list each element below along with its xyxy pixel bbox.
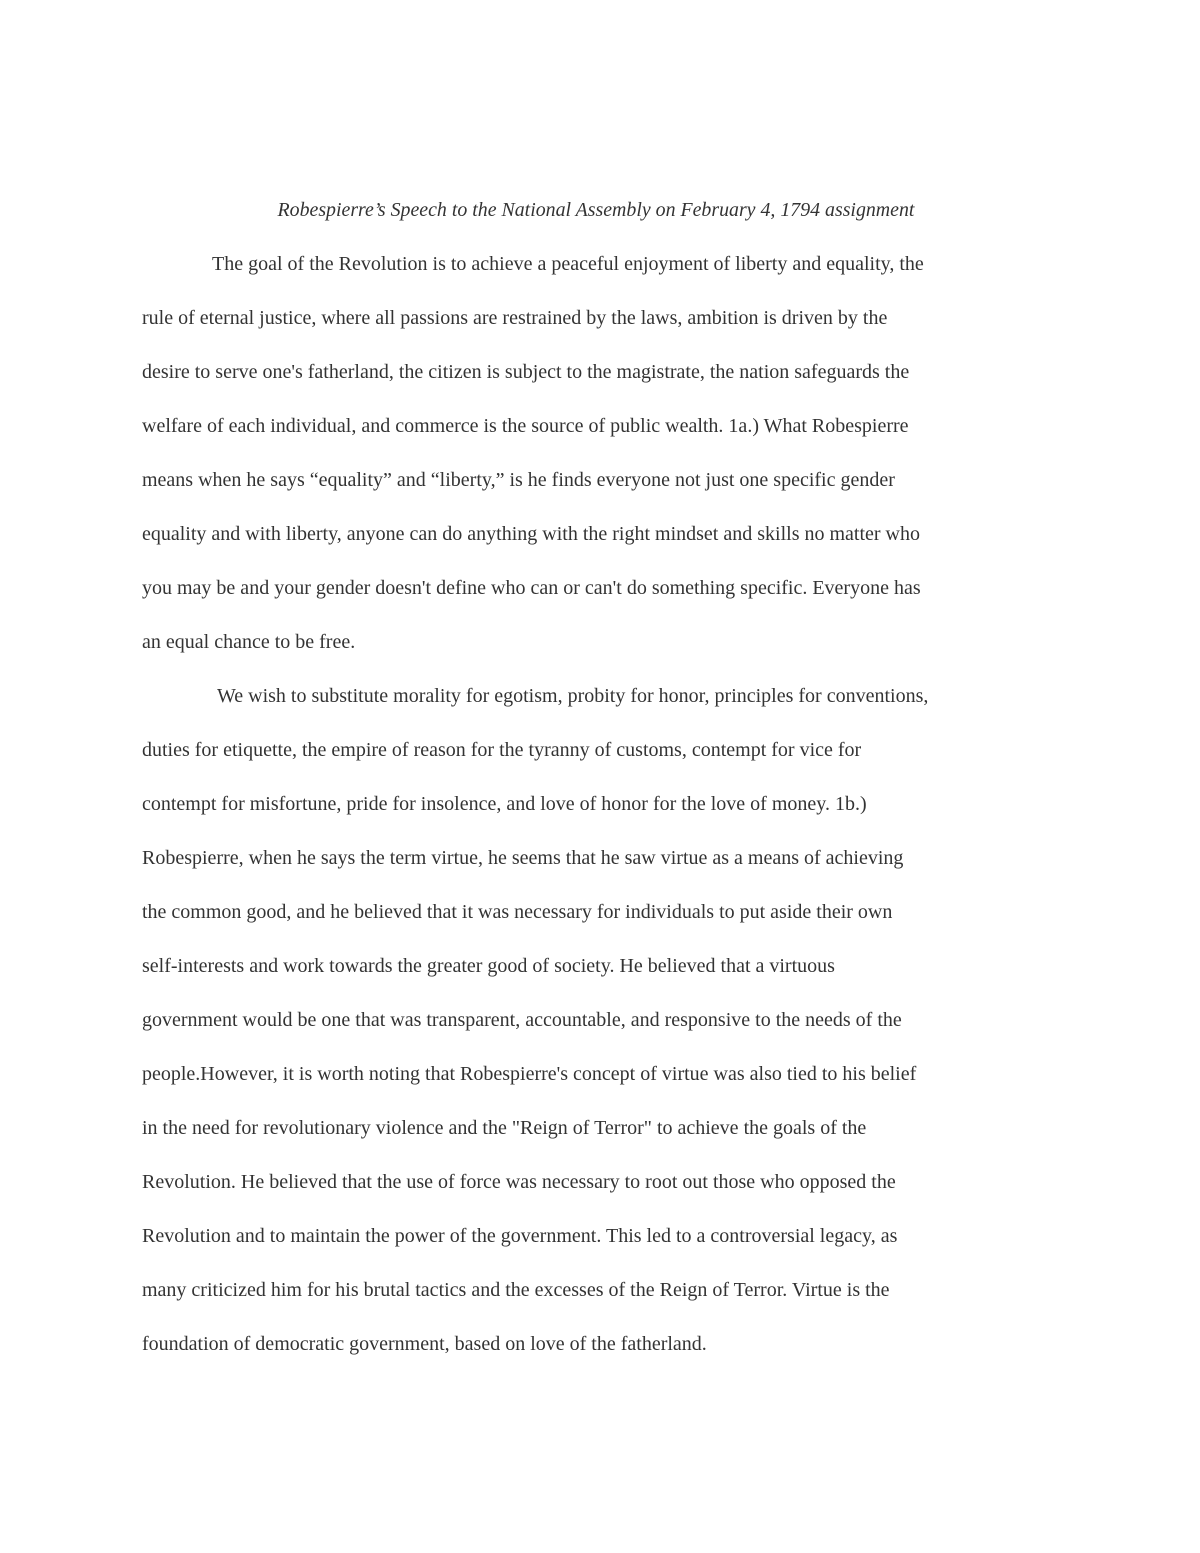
paragraph-2-line-1: We wish to substitute morality for egotism, probity for honor, principles for conventions, — [217, 685, 929, 707]
paragraph-1-line-1: The goal of the Revolution is to achieve a peaceful enjoyment of liberty and equality, the — [212, 253, 924, 275]
paragraph-2-line-9: in the need for revolutionary violence and the "Reign of Terror" to achieve the goals of the — [142, 1117, 867, 1139]
paragraph-2-line-3: contempt for misfortune, pride for insolence, and love of honor for the love of money. 1b.) — [142, 793, 867, 815]
paragraph-2-line-6: self-interests and work towards the greater good of society. He believed that a virtuous — [142, 955, 835, 977]
paragraph-2-line-11: Revolution and to maintain the power of the government. This led to a controversial legacy, as — [142, 1225, 898, 1247]
paragraph-2-line-12: many criticized him for his brutal tactics and the excesses of the Reign of Terror. Virtue is the — [142, 1279, 890, 1301]
paragraph-2-line-7: government would be one that was transparent, accountable, and responsive to the needs of the — [142, 1009, 902, 1031]
paragraph-1-line-5: means when he says “equality” and “liberty,” is he finds everyone not just one specific gender — [142, 469, 895, 491]
document-title: Robespierre’s Speech to the National Assembly on February 4, 1794 assignment — [277, 199, 915, 221]
paragraph-1-line-2: rule of eternal justice, where all passions are restrained by the laws, ambition is driven by the — [142, 307, 888, 329]
paragraph-1-line-6: equality and with liberty, anyone can do anything with the right mindset and skills no matter who — [142, 523, 920, 545]
paragraph-2-line-13: foundation of democratic government, based on love of the fatherland. — [142, 1333, 707, 1355]
paragraph-2-line-10: Revolution. He believed that the use of force was necessary to root out those who opposed the — [142, 1171, 896, 1193]
paragraph-1-line-8: an equal chance to be free. — [142, 631, 356, 653]
paragraph-2-line-4: Robespierre, when he says the term virtue, he seems that he saw virtue as a means of achieving — [142, 847, 904, 869]
paragraph-1-line-7: you may be and your gender doesn't define who can or can't do something specific. Everyone has — [142, 577, 921, 599]
paragraph-2-line-2: duties for etiquette, the empire of reason for the tyranny of customs, contempt for vice for — [142, 739, 862, 761]
paragraph-2-line-5: the common good, and he believed that it was necessary for individuals to put aside their own — [142, 901, 893, 923]
paragraph-1-line-3: desire to serve one's fatherland, the citizen is subject to the magistrate, the nation safeguards the — [142, 361, 910, 383]
paragraph-2-line-8: people.However, it is worth noting that Robespierre's concept of virtue was also tied to his belief — [142, 1063, 917, 1085]
paragraph-1-line-4: welfare of each individual, and commerce is the source of public wealth. 1a.) What Robespierre — [142, 415, 909, 437]
